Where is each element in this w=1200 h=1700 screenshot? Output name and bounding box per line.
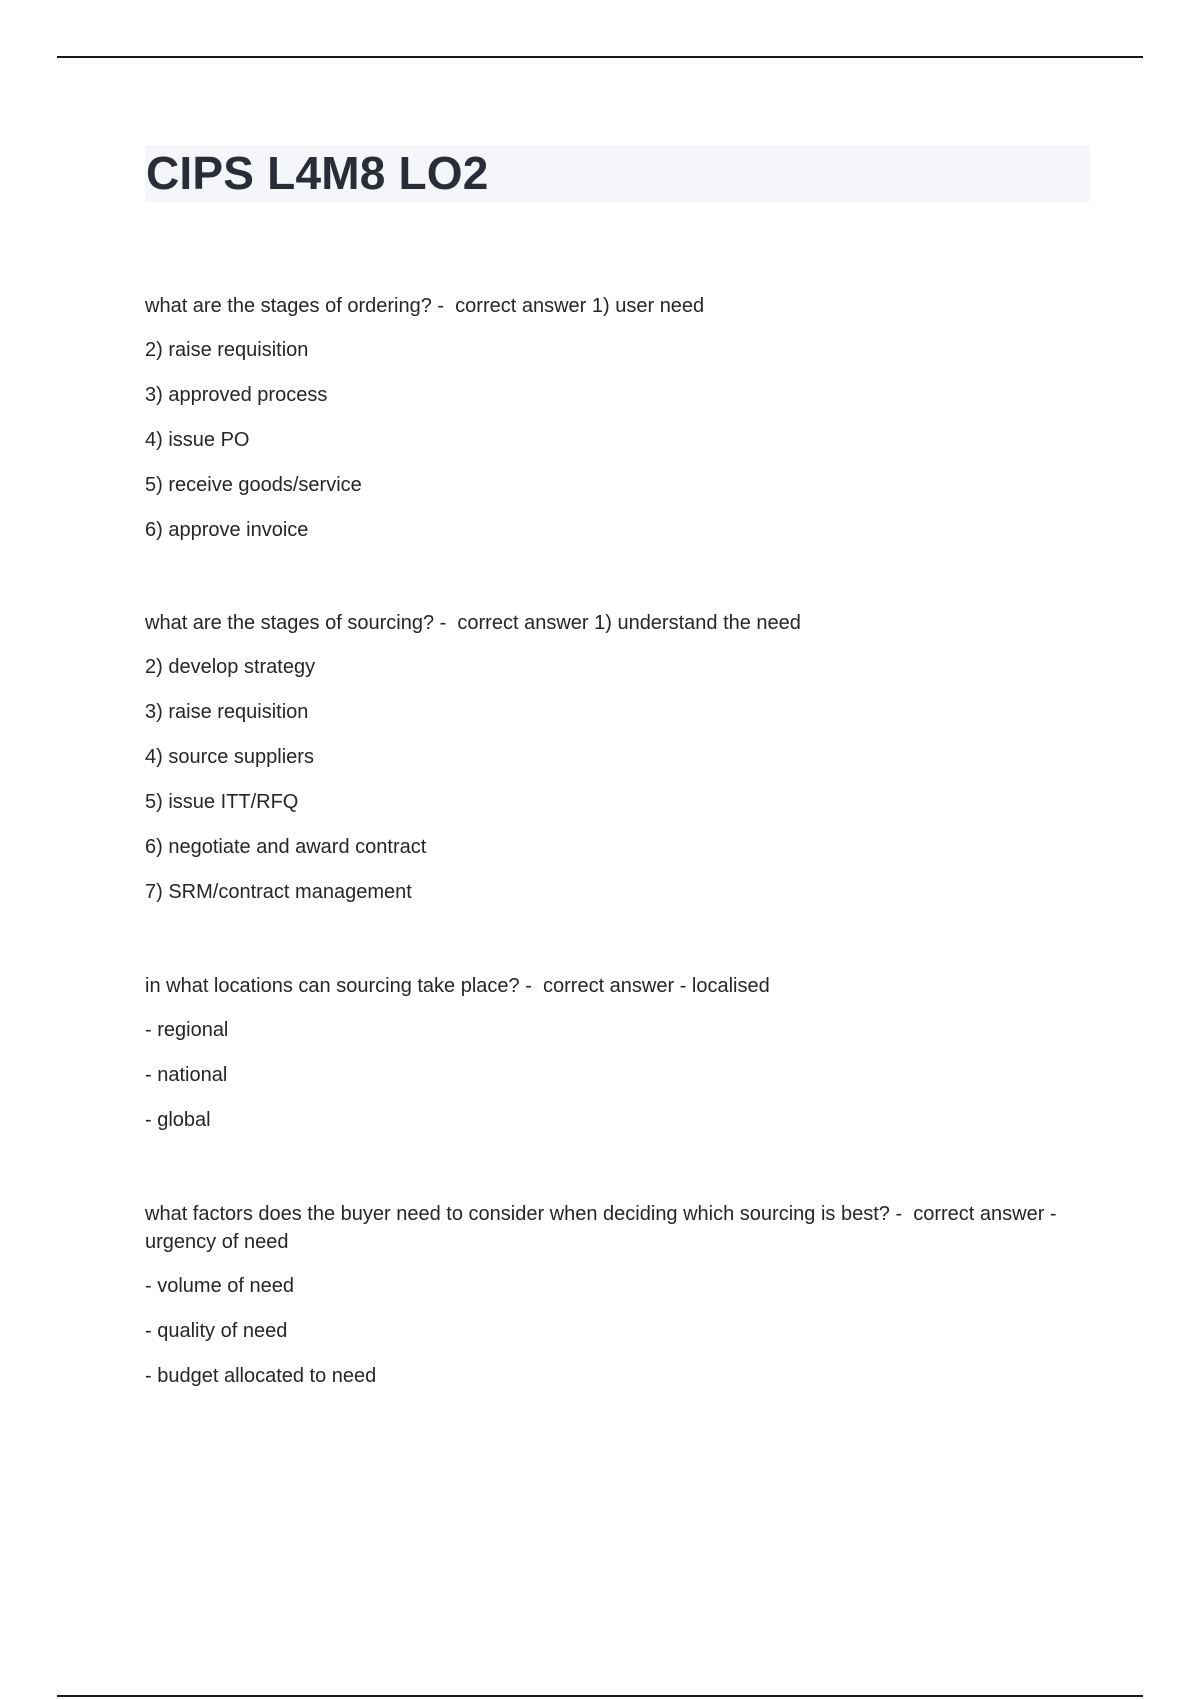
question-text: in what locations can sourcing take place? - correct answer - localised <box>145 975 770 997</box>
answer-line: 4) source suppliers <box>145 746 314 768</box>
question-text: what are the stages of sourcing? - correct answer 1) understand the need <box>145 612 801 634</box>
answer-line: - global <box>145 1109 211 1131</box>
answer-line: - volume of need <box>145 1275 294 1297</box>
bottom-rule <box>57 1695 1143 1697</box>
answer-line: 6) negotiate and award contract <box>145 836 427 858</box>
answer-line: 2) raise requisition <box>145 339 309 361</box>
answer-line: 6) approve invoice <box>145 519 309 541</box>
answer-line: - national <box>145 1064 228 1086</box>
answer-line: 2) develop strategy <box>145 656 316 678</box>
qa-block-sourcing-locations <box>145 972 1075 1151</box>
answer-line: 7) SRM/contract management <box>145 881 412 903</box>
answer-line: 5) receive goods/service <box>145 474 362 496</box>
answer-line: 3) approved process <box>145 384 328 406</box>
answer-line: 3) raise requisition <box>145 701 309 723</box>
top-rule <box>57 56 1143 58</box>
answer-line: 5) issue ITT/RFQ <box>145 791 299 813</box>
qa-block-ordering-stages <box>145 292 1075 561</box>
question-text: what factors does the buyer need to consider when deciding which sourcing is best? - correct answer - urgency of need <box>145 1203 1063 1253</box>
qa-block-buyer-factors <box>145 1200 1075 1407</box>
document-title: CIPS L4M8 LO2 <box>146 147 489 199</box>
question-text: what are the stages of ordering? - correct answer 1) user need <box>145 295 705 317</box>
answer-line: - budget allocated to need <box>145 1365 377 1387</box>
answer-line: 4) issue PO <box>145 429 250 451</box>
qa-block-sourcing-stages <box>145 609 1075 923</box>
answer-line: - quality of need <box>145 1320 288 1342</box>
answer-line: - regional <box>145 1019 229 1041</box>
